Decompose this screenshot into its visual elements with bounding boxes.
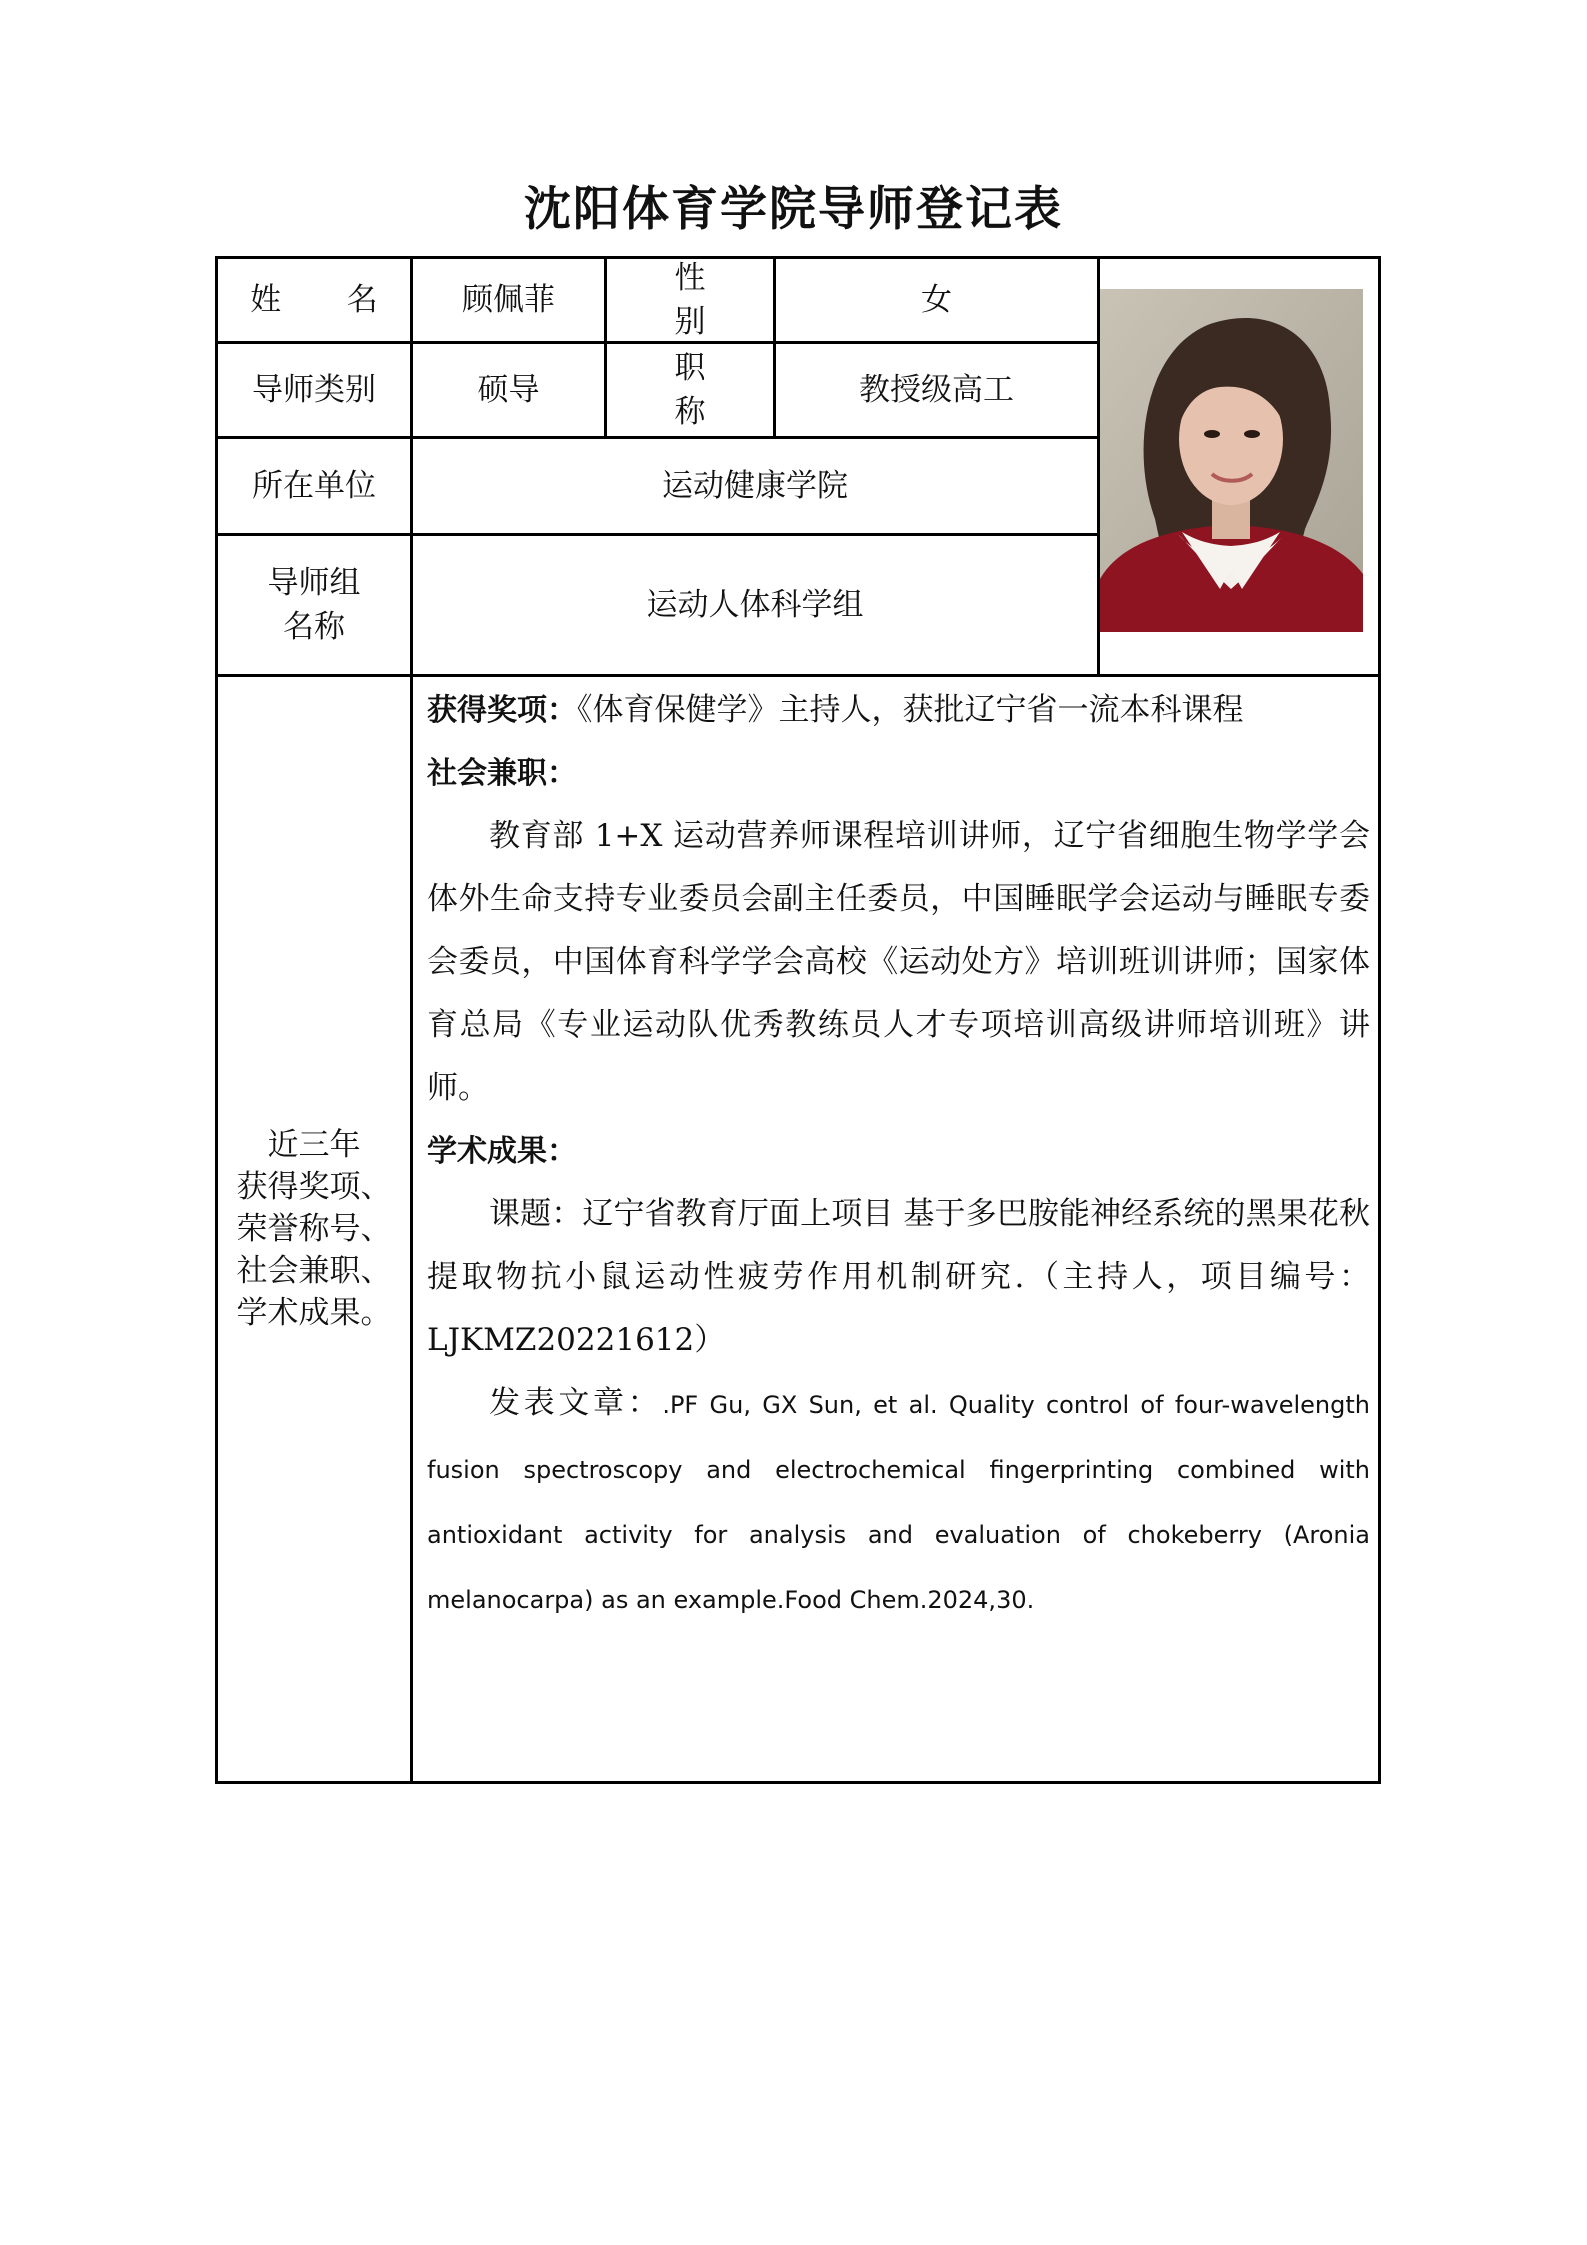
supervisor-type-value: 硕导 [477,372,540,408]
name-value: 顾佩菲 [462,282,555,318]
registration-form-table [215,256,1381,1784]
awards-line [427,679,1370,742]
awards-text: 《体育保健学》主持人，获批辽宁省一流本科课程 [577,692,1244,728]
gender-label: 性 别 [674,260,734,340]
job-title-value: 教授级高工 [859,372,1014,408]
unit-label: 所在单位 [252,468,376,504]
portrait-image [1100,289,1363,632]
recent-achievements-label [218,677,410,1781]
job-title-label: 职 称 [674,350,734,430]
recent-label-line: 荣誉称号、 [236,1211,392,1247]
paper-label: 发表文章： [489,1385,663,1421]
recent-label-line: 近三年 [267,1127,361,1163]
recent-label-line: 获得奖项、 [236,1169,392,1205]
awards-heading: 获得奖项： [427,693,577,728]
group-value: 运动人体科学组 [646,587,864,623]
group-label-line1: 导师组 [267,565,361,601]
project-text: 课题：辽宁省教育厅面上项目 基于多巴胺能神经系统的黑果花秋提取物抗小鼠运动性疲劳作用机制研究.（主持人，项目编号：LJKMZ20221612） [427,1196,1370,1358]
paper-line [427,1372,1370,1632]
group-label-line2: 名称 [283,609,345,645]
name-label: 姓 名 [250,282,406,318]
recent-label-line: 学术成果。 [236,1295,392,1331]
group-label [218,536,410,674]
recent-label-line: 社会兼职、 [236,1253,392,1289]
gender-value: 女 [921,282,952,318]
page-title: 沈阳体育学院导师登记表 [524,182,1063,237]
achievements-content [427,679,1370,1632]
portrait-photo [1100,289,1363,632]
paper-text: .PF Gu, GX Sun, et al. Quality control of four-wavelength fusion spectroscopy and electrochemical fingerprinting combined with antioxidant activity for analysis and evaluation of chokeberry (Aronia melanocarpa) as an example.Food Chem.2024,30. [427,1391,1370,1614]
positions-text: 教育部 1+X 运动营养师课程培训讲师，辽宁省细胞生物学学会体外生命支持专业委员会副主任委员，中国睡眠学会运动与睡眠专委会委员，中国体育科学学会高校《运动处方》培训班训讲师；国家体育总局《专业运动队优秀教练员人才专项培训高级讲师培训班》讲师。 [427,818,1370,1106]
unit-value: 运动健康学院 [662,468,848,504]
supervisor-type-label: 导师类别 [252,372,376,408]
research-heading: 学术成果： [427,1134,577,1169]
positions-heading: 社会兼职： [427,756,577,791]
